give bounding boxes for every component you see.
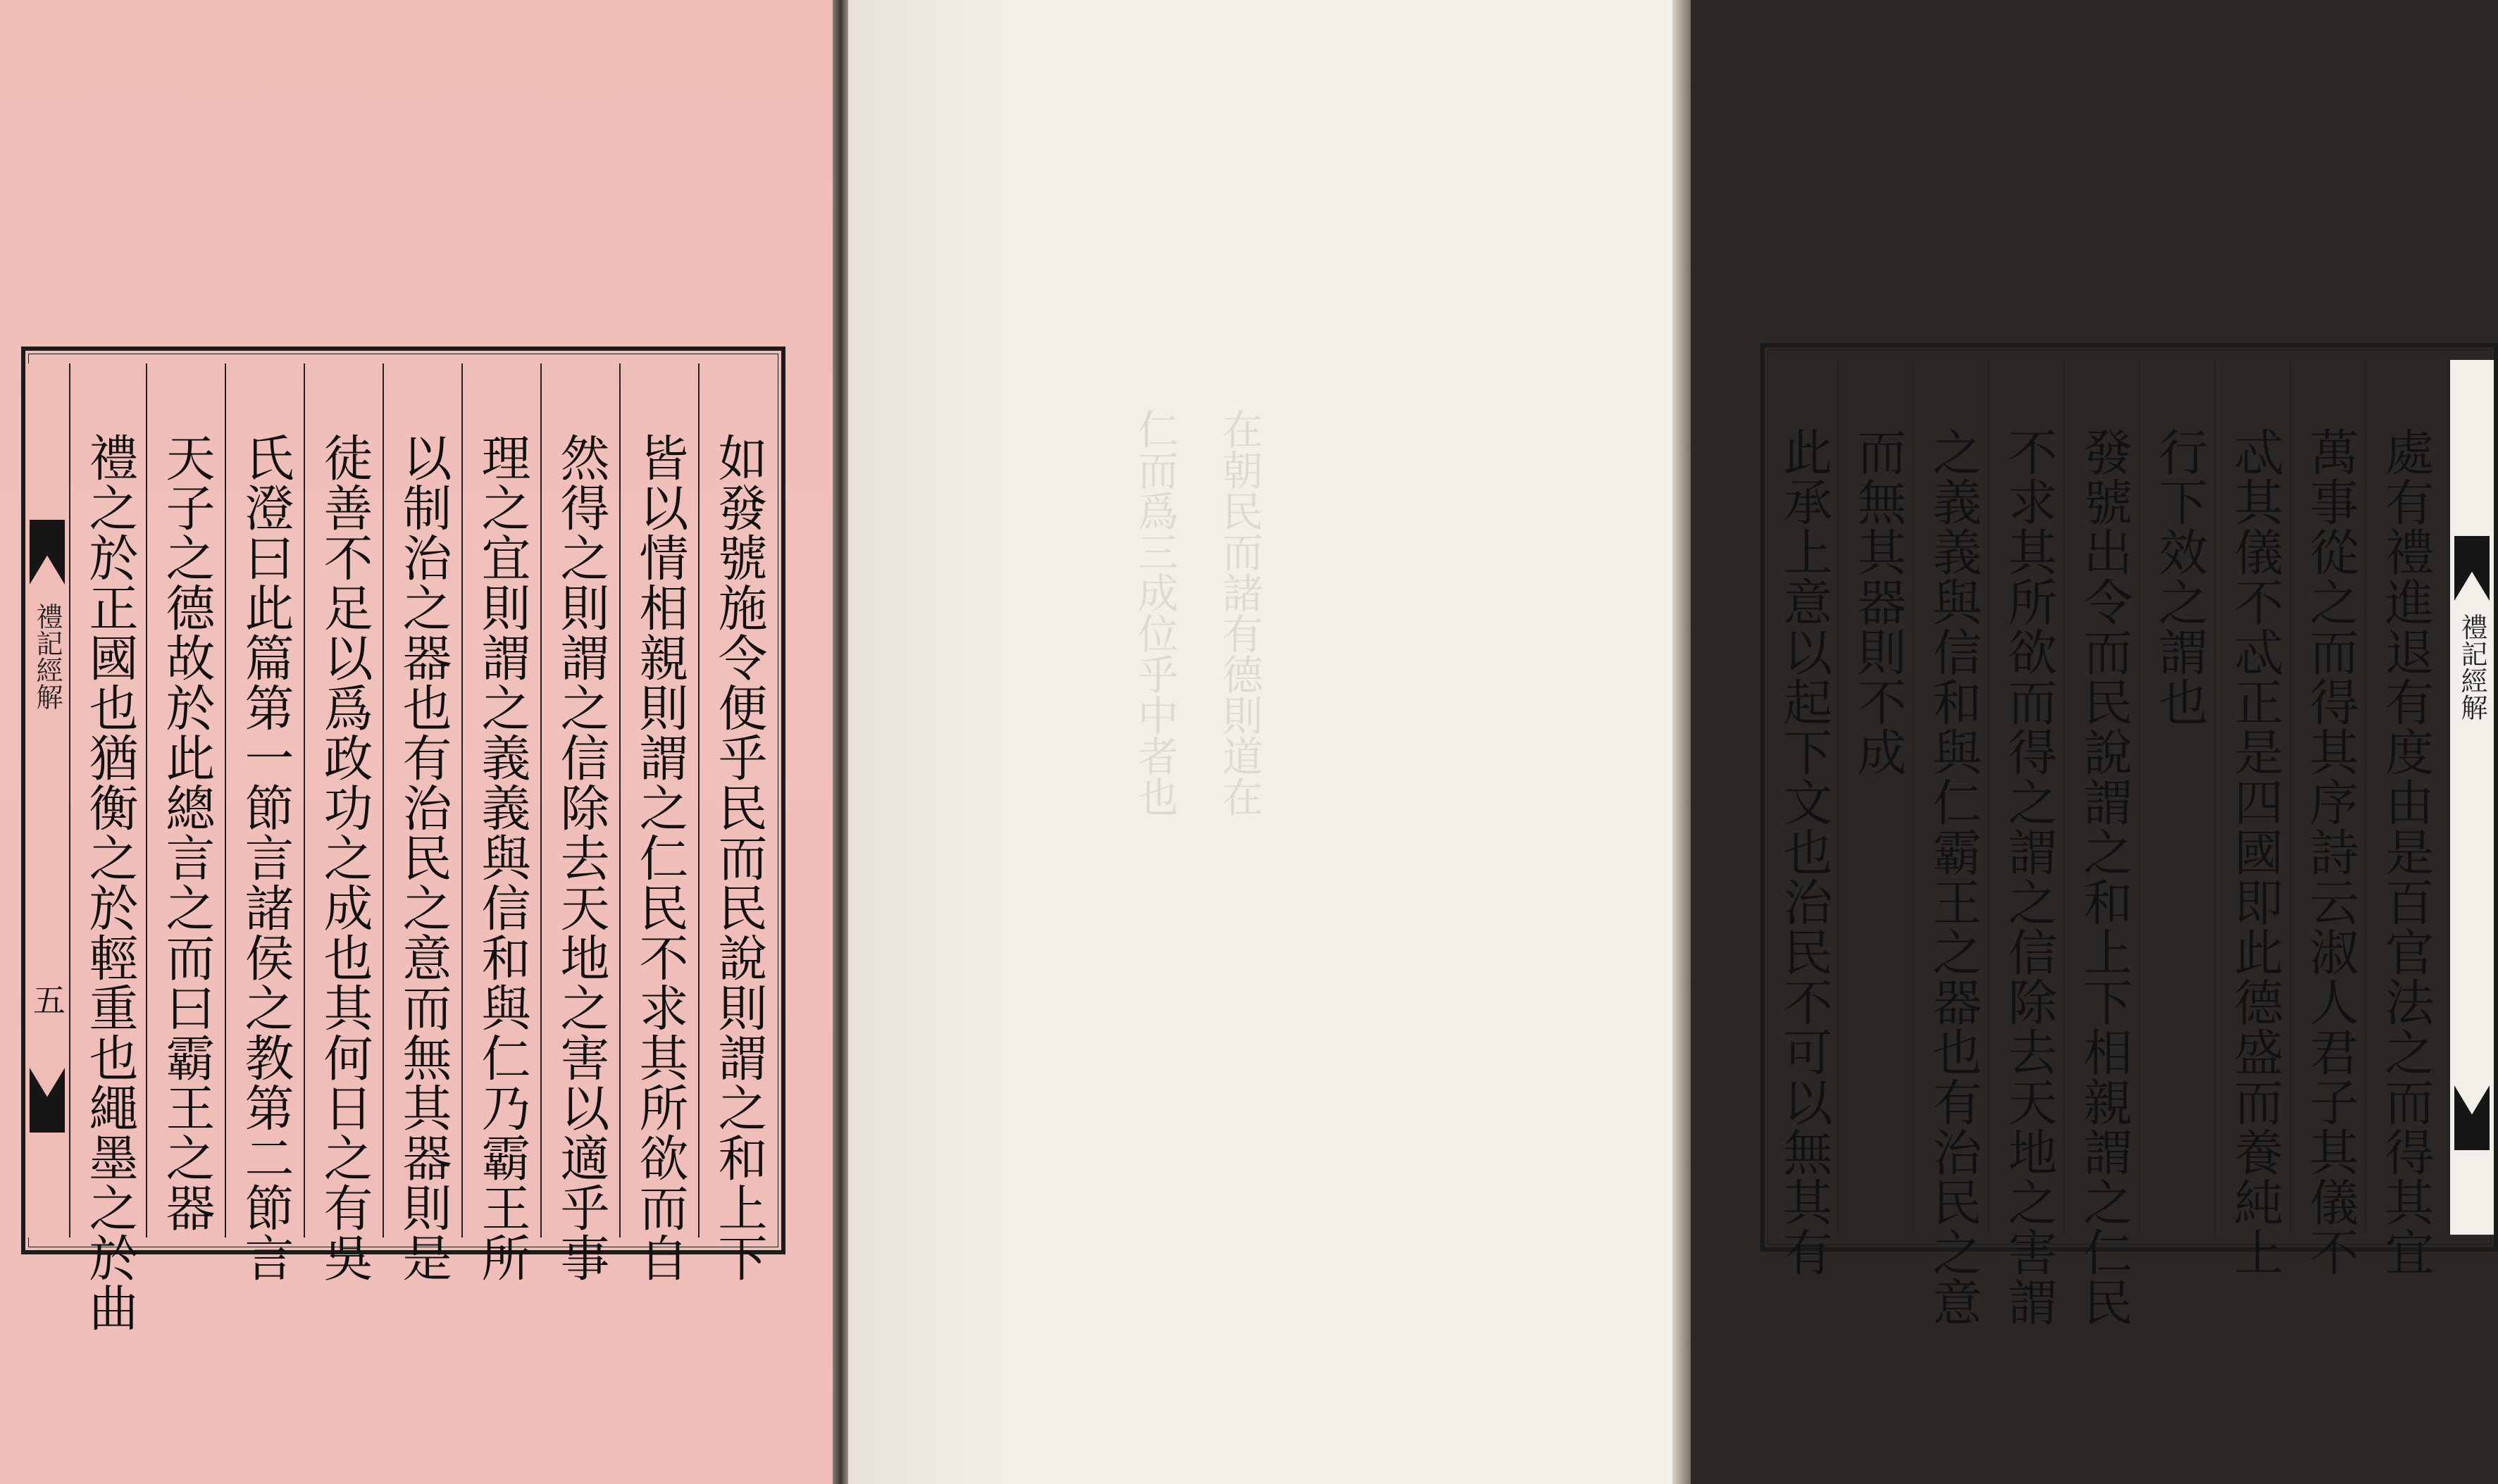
left-column-8: 天子之德故於此總言之而曰霸王之器	[146, 363, 226, 1237]
left-text-frame	[21, 347, 785, 1333]
lower-fish-tail-mark	[30, 1068, 65, 1133]
right-column-1: 處有禮進退有度由是百官法之而得其宜	[2365, 360, 2445, 1235]
bleed-through-text: 在朝民而諸有德則道在	[1215, 409, 1263, 817]
upper-fish-tail-mark	[2454, 536, 2490, 601]
left-page	[0, 0, 833, 1484]
right-column-2: 萬事從之而得其序詩云淑人君子其儀不	[2289, 360, 2370, 1235]
left-column-4: 理之宜則謂之義義與信和與仁乃霸王所	[461, 363, 542, 1237]
right-page	[848, 0, 2487, 1484]
right-column-6: 不求其所欲而得之謂之信除去天地之害謂	[1988, 360, 2068, 1235]
left-column-2: 皆以情相親則謂之仁民不求其所欲而自	[619, 363, 700, 1237]
left-margin-title: 禮記經解	[32, 603, 63, 710]
left-column-7: 氏澄曰此篇第一節言諸侯之教第二節言	[225, 363, 305, 1237]
right-column-7: 之義義與信和與仁霸王之器也有治民之意	[1913, 360, 1993, 1235]
left-column-6: 徒善不足以爲政功之成也其何日之有吳	[304, 363, 384, 1237]
left-column-1: 如發號施令便乎民而民說則謂之和上下	[698, 363, 778, 1237]
lower-fish-tail-mark	[2454, 1085, 2490, 1150]
book-gutter	[833, 0, 848, 1484]
right-column-3: 忒其儀不忒正是四國即此德盛而養純上	[2214, 360, 2294, 1235]
right-column-9: 此承上意以起下文也治民不可以無其有	[1775, 427, 1833, 1277]
bleed-through-text: 仁而爲三成位乎中者也	[1131, 409, 1179, 817]
right-column-5: 發號出令而民說謂之和上下相親謂之仁民	[2063, 360, 2144, 1235]
right-page-edge	[1672, 0, 1691, 1484]
right-fish-tail-margin	[2449, 360, 2494, 1235]
right-column-8: 而無其器則不成	[1837, 360, 1918, 1235]
left-column-9: 禮之於正國也猶衡之於輕重也繩墨之於曲	[69, 363, 149, 1237]
folio-number: 五	[28, 983, 66, 1016]
right-text-frame	[1760, 343, 2498, 1327]
upper-fish-tail-mark	[30, 520, 65, 585]
right-margin-title: 禮記經解	[2456, 613, 2487, 721]
right-column-4: 行下效之謂也	[2139, 360, 2219, 1235]
left-column-3: 然得之則謂之信除去天地之害以適乎事	[540, 363, 621, 1237]
left-column-5: 以制治之器也有治民之意而無其器則是	[383, 363, 463, 1237]
left-fish-tail-margin	[25, 363, 70, 1237]
